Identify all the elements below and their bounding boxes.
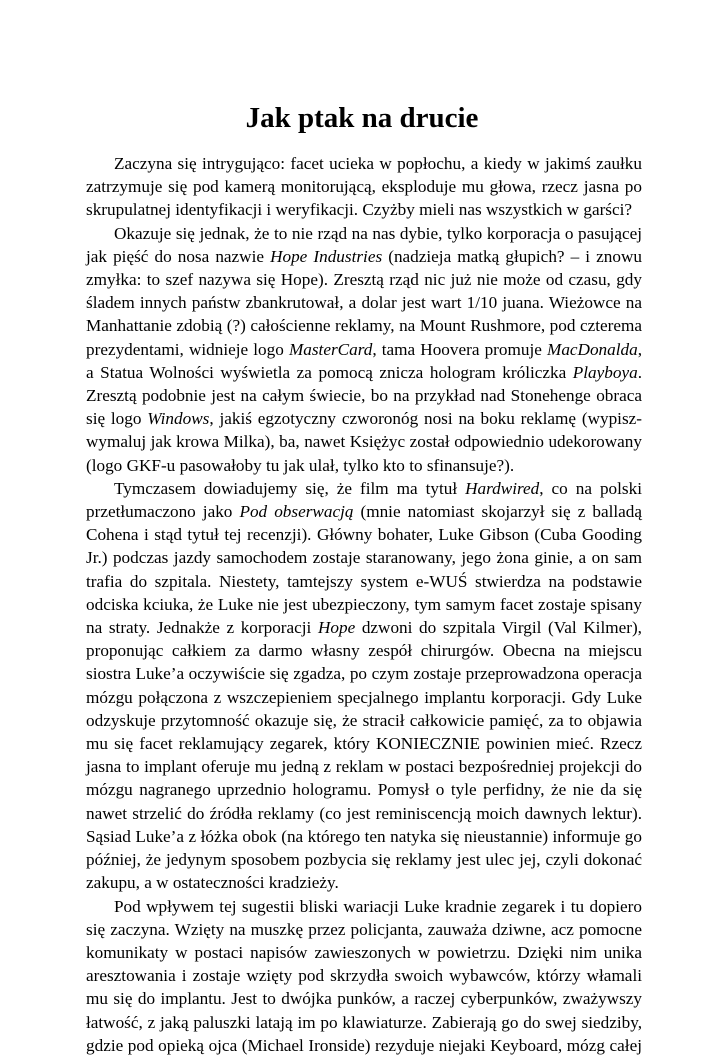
- italic-title: MacDonalda: [547, 339, 638, 359]
- text-line: prezydentami, widnieje logo MasterCard, tama Hoovera promuje MacDonalda,: [86, 339, 642, 359]
- text-line: się logo Windows, jakiś egzotyczny czworonóg nosi na boku reklamę (wypisz-: [86, 409, 642, 429]
- italic-title: Windows: [147, 409, 210, 429]
- text-line: Pod wpływem tej sugestii bliski wariacji Luke kradnie zegarek i tu dopiero: [114, 896, 642, 916]
- italic-title: Hope: [317, 618, 356, 638]
- text-line: (logo GKF-u pasowałoby tu jak ulał, tylko kto to sfinansuje?).: [86, 455, 515, 475]
- text-line: Zresztą podobnie jest na całym świecie, bo na przykład nad Stonehenge obraca: [86, 386, 642, 406]
- italic-title: Hope Industries: [270, 246, 383, 266]
- page-title: Jak ptak na drucie: [245, 102, 479, 134]
- text-line: Tymczasem dowiadujemy się, że film ma tytuł Hardwired, co na polski: [114, 478, 642, 498]
- text-line: zakupu, a w ostateczności kradzieży.: [86, 873, 339, 893]
- text-line: a Statua Wolności wyświetla za pomocą znicza hologram króliczka Playboya.: [86, 362, 642, 382]
- text-line: proponując całkiem za darmo własny zespół chirurgów. Obecna na miejscu: [86, 641, 642, 661]
- text-line: skrupulatnej identyfikacji i weryfikacji. Czyżby mieli nas wszystkich w garści?: [86, 200, 633, 220]
- text-line: mózgu połączona z wszczepieniem specjalnego implantu korporacji. Gdy Luke: [86, 687, 642, 707]
- text-line: trafia do szpitala. Niestety, tamtejszy system e-WUŚ stwierdza na podstawie: [86, 571, 642, 591]
- italic-title: Pod obserwacją: [239, 502, 354, 522]
- text-line: na straty. Jednakże z korporacji Hope dzwoni do szpitala Virgil (Val Kilmer),: [86, 618, 642, 638]
- text-line: mu się facet reklamujący zegarek, który KONIECZNIE powinien mieć. Rzecz: [86, 734, 642, 754]
- text-line: przetłumaczono jako Pod obserwacją (mnie natomiast skojarzył się z balladą: [86, 502, 642, 522]
- text-line: nawet strzelić do źródła reklamy (co jest reminiscencją moich dawnych lektur).: [86, 803, 642, 823]
- text-line: siostra Luke’a oczywiście się zgadza, po czym zostaje przeprowadzona operacja: [86, 664, 642, 684]
- text-line: mózgu nagranego uprzednio hologramu. Pomysł o tyle perfidny, że nie da się: [86, 780, 642, 800]
- italic-title: Hardwired: [465, 478, 540, 498]
- paragraph: [86, 222, 642, 477]
- italic-title: MasterCard: [288, 339, 373, 359]
- paragraph: [86, 895, 642, 1057]
- text-line: Sąsiad Luke’a z łóżka obok (na którego ten natyka się nieustannie) informuje go: [86, 826, 642, 846]
- text-line: odzyskuje przytomność okazuje się, że stracił całkowicie pamięć, za to objawia: [86, 710, 642, 730]
- text-line: śladem innych państw zbankrutował, a dolar jest wart 1/10 juana. Wieżowce na: [86, 293, 642, 313]
- text-line: mu się do implantu. Jest to dwójka punków, a raczej cyberpunków, zważywszy: [86, 989, 642, 1009]
- text-line: wymaluj jak krowa Milka), ba, nawet Księżyc został odpowiednio udekorowany: [86, 432, 642, 452]
- text-line: później, że jedynym sposobem pozbycia się reklamy jest ulec jej, czyli dokonać: [86, 850, 642, 870]
- text-line: Manhattanie zdobią (?) całościenne reklamy, na Mount Rushmore, pod czterema: [86, 316, 642, 336]
- text-line: gdzie pod opieką ojca (Michael Ironside) rezyduje niejaki Keyboard, mózg całej: [86, 1035, 642, 1055]
- text-line: łatwość, z jaką paluszki latają im po klawiaturze. Zabierają go do swej siedziby,: [86, 1012, 642, 1032]
- text-line: jak pięść do nosa nazwie Hope Industries (nadzieja matką głupich? – i znowu: [86, 246, 642, 266]
- text-line: odciska kciuka, że Luke nie jest ubezpieczony, tym samym facet zostaje spisany: [86, 594, 642, 614]
- paragraph: [86, 477, 642, 895]
- text-line: się zaczyna. Wzięty na muszkę przez policjanta, zauważa dziwne, acz pomocne: [86, 919, 642, 939]
- text-line: zmyłka: to szef nazywa się Hope). Zresztą rząd nic już nie może od czasu, gdy: [86, 270, 642, 290]
- text-line: Jr.) podczas jazdy samochodem zostaje staranowany, jego żona ginie, a on sam: [86, 548, 642, 568]
- text-line: Zaczyna się intrygująco: facet ucieka w popłochu, a kiedy w jakimś zaułku: [114, 154, 642, 173]
- text-line: aresztowania i zostaje wzięty pod skrzydła swoich wybawców, którzy włamali: [86, 966, 642, 986]
- text-line: jasna to implant oferuje mu jedną z reklam w postaci bezpośredniej projekcji do: [86, 757, 642, 777]
- text-line: Cohena i stąd tytuł tej recenzji). Główny bohater, Luke Gibson (Cuba Gooding: [86, 525, 642, 545]
- text-line: zatrzymuje się pod kamerą monitorującą, eksploduje mu głowa, rzecz jasna po: [86, 177, 642, 197]
- italic-title: Playboya: [572, 362, 638, 382]
- paragraph: [86, 152, 642, 222]
- text-line: Okazuje się jednak, że to nie rząd na nas dybie, tylko korporacja o pasującej: [114, 223, 642, 243]
- article-body: [86, 152, 642, 1057]
- text-line: komunikaty w postaci napisów zawieszonych w powietrzu. Dzięki nim unika: [86, 942, 642, 962]
